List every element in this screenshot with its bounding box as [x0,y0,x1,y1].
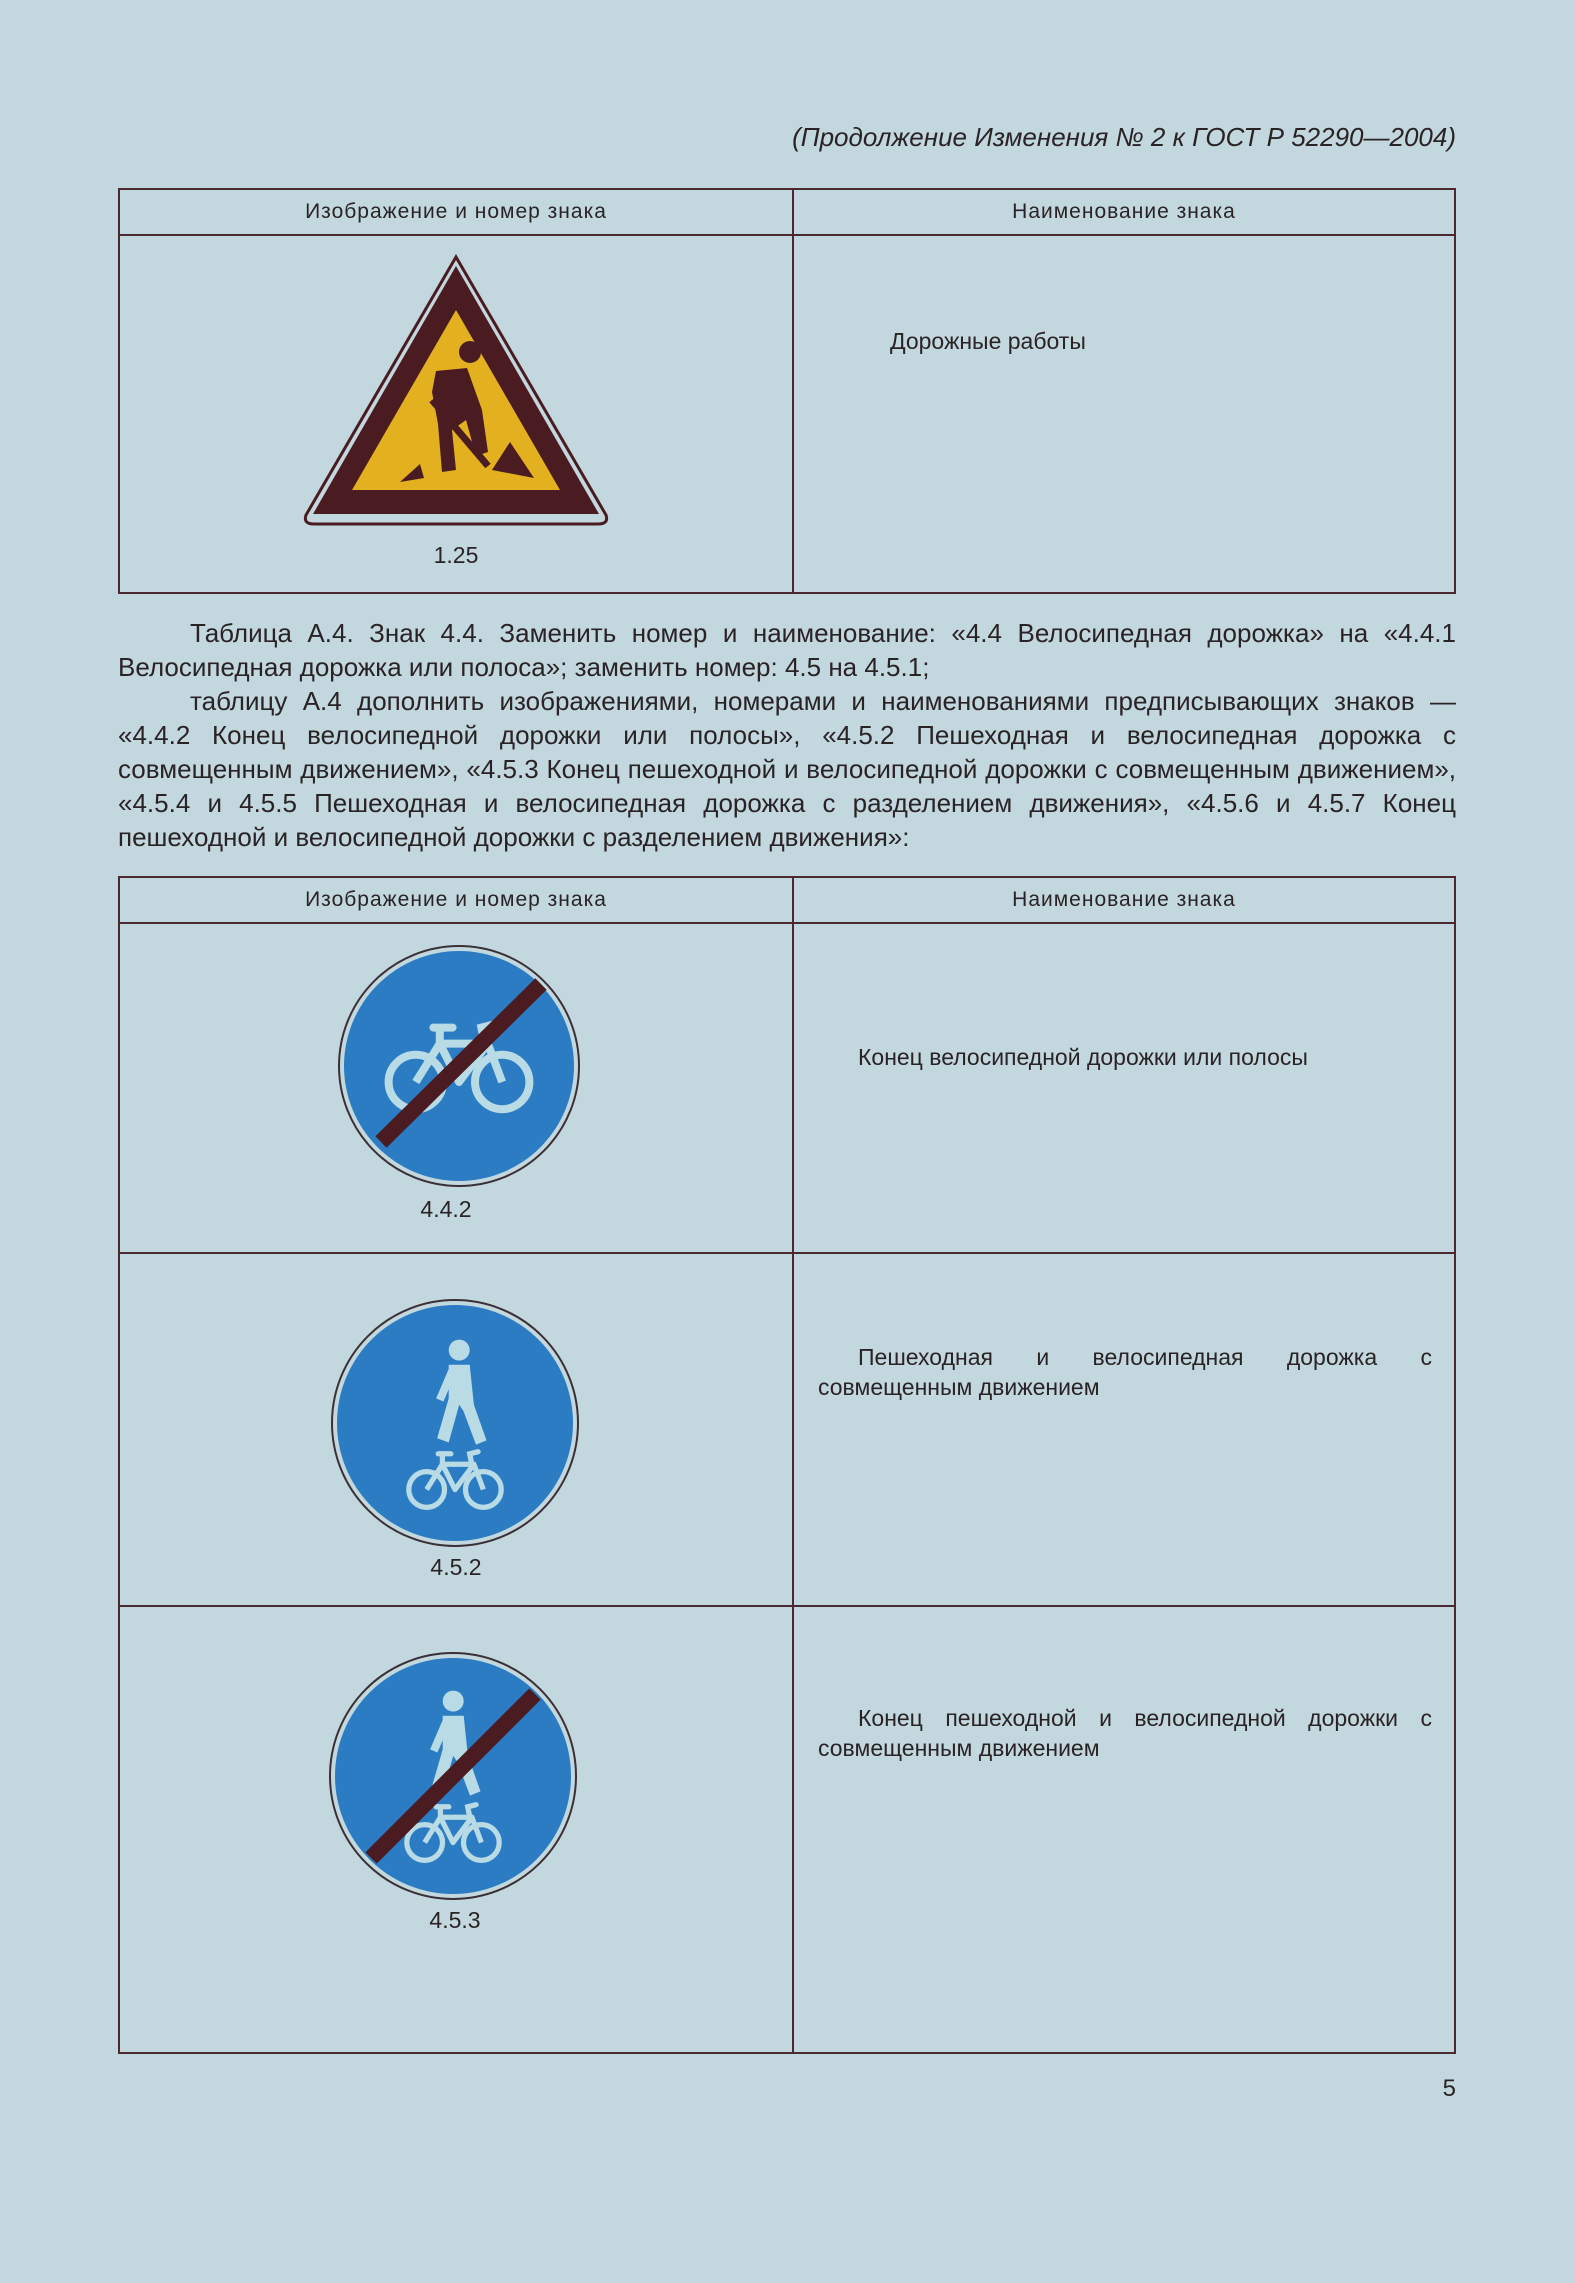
sign-name-cell [793,1606,1455,2053]
paragraph: таблицу А.4 дополнить изображениями, номерами и наименованиями предписывающих знаков — «4.4.2 Конец велосипедной дорожки или полосы», «4.5.2 Пешеходная и велосипедная дорожка с совмещенным движением», «4.5.3 Конец пешеходной и велосипедной дорожки с совмещенным движением», «4.5.4 и 4.5.5 Пешеходная и велосипедная дорожка с разделением движения», «4.5.6 и 4.5.7 Конец пешеходной и велосипедной дорожки с разделением движения»: [118,686,1456,852]
sign-name: Пешеходная и велосипедная дорожка с совмещенным движением [818,1344,1432,1400]
document-header: (Продолжение Изменения № 2 к ГОСТ Р 52290—2004) [792,122,1456,152]
sign-image-cell [119,1253,793,1606]
road-works-sign-icon [296,252,616,542]
sign-image-cell [119,1606,793,2053]
table-row [119,1606,1455,2053]
sign-name: Конец велосипедной дорожки или полосы [858,1044,1308,1070]
paragraph: Таблица А.4. Знак 4.4. Заменить номер и наименование: «4.4 Велосипедная дорожка» на «4.4.1 Велосипедная дорожка или полоса»; заменить номер: 4.5 на 4.5.1; [118,618,1456,682]
sign-name-cell [793,1253,1455,1606]
end-shared-pedestrian-bicycle-path-sign-icon [328,1651,578,1901]
column-header-image: Изображение и номер знака [119,189,793,235]
sign-number: 1.25 [433,542,479,568]
table-header-row [119,877,1455,923]
column-header-name: Наименование знака [793,877,1455,923]
sign-number: 4.5.3 [429,1907,481,1933]
amendment-text [118,616,1456,854]
column-header-image: Изображение и номер знака [119,877,793,923]
sign-name-cell [793,923,1455,1253]
table-row [119,1253,1455,1606]
sign-image-cell [119,923,793,1253]
sign-image-cell [119,235,793,593]
sign-name: Конец пешеходной и велосипедной дорожки с совмещенным движением [818,1705,1432,1761]
page-number: 5 [1442,2075,1456,2102]
sign-name: Дорожные работы [890,328,1086,354]
signs-table-2 [118,876,1456,2054]
table-row [119,235,1455,593]
table-header-row [119,189,1455,235]
end-bicycle-lane-sign-icon [337,944,581,1188]
sign-number: 4.4.2 [420,1196,472,1222]
shared-pedestrian-bicycle-path-sign-icon [330,1298,580,1548]
signs-table-1 [118,188,1456,594]
sign-number: 4.5.2 [430,1554,482,1580]
table-row [119,923,1455,1253]
sign-name-cell [793,235,1455,593]
column-header-name: Наименование знака [793,189,1455,235]
